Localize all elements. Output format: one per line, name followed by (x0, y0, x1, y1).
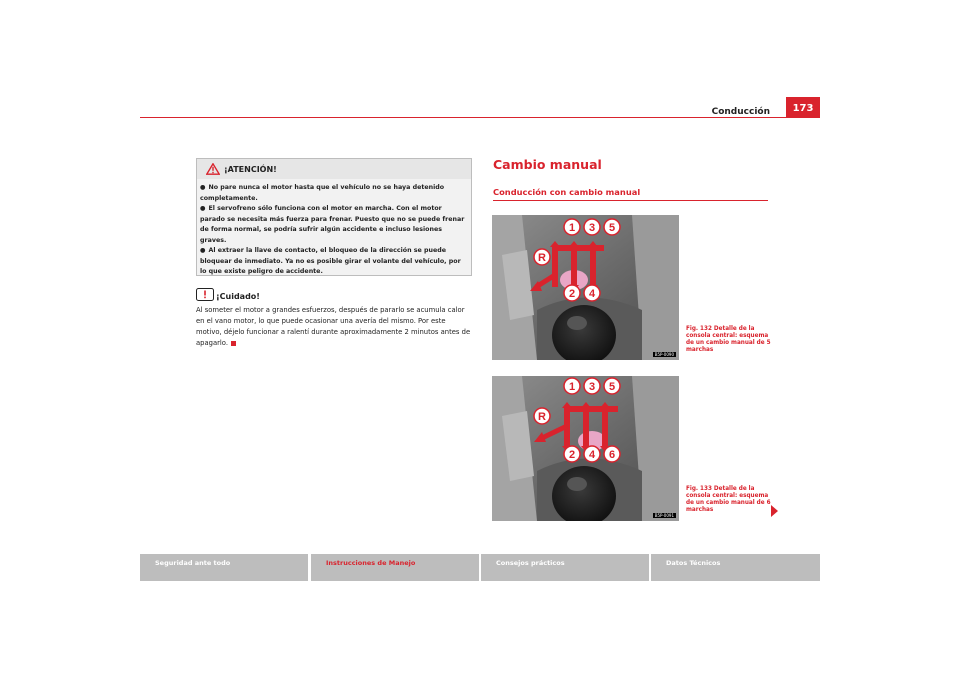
gear-label: 1 (568, 381, 576, 393)
gear-label: 2 (568, 288, 576, 300)
bullet-icon: ● (200, 247, 206, 254)
warning-item: ● Al extraer la llave de contacto, el bloqueo de la dirección se puede bloquear de inmediato. Ya no es posible girar el volante del vehículo, por lo que existe peligro de accidente. (200, 247, 461, 275)
caution-title: ¡Cuidado! (216, 292, 260, 301)
gear-label: R (538, 411, 546, 423)
bullet-icon: ● (200, 184, 206, 191)
gear-label: 5 (608, 381, 616, 393)
gear-label: 2 (568, 449, 576, 461)
figure-code: B5P-0090 (654, 352, 674, 357)
figure-caption: Fig. 133 Detalle de la consola central: esquema de un cambio manual de 6 marchas (686, 486, 771, 513)
figure-code: B5P-0091 (654, 513, 674, 518)
warning-triangle-icon (206, 163, 220, 175)
warning-title: ¡ATENCIÓN! (224, 165, 277, 174)
gear-label: 4 (588, 288, 596, 300)
header-rule (140, 117, 820, 118)
figure-caption: Fig. 132 Detalle de la consola central: esquema de un cambio manual de 5 marchas (686, 326, 771, 353)
gear-label: 5 (608, 222, 616, 234)
gear-label: R (538, 252, 546, 264)
warning-item: ● El servofreno sólo funciona con el motor en marcha. Con el motor parado se necesita más fuerza para frenar. Puesto que no se puede frenar de forma normal, se podría sufrir algún accidente e incluso lesiones graves. (200, 205, 465, 244)
gear-label: 4 (588, 449, 596, 461)
warning-body (200, 183, 468, 278)
gear-label: 6 (608, 449, 616, 461)
caution-icon (196, 288, 214, 301)
gear-label: 1 (568, 222, 576, 234)
subsection-title: Conducción con cambio manual (493, 187, 641, 197)
figure-6-speed-gearbox (492, 376, 679, 521)
warning-item: ● No pare nunca el motor hasta que el vehículo no se haya detenido completamente. (200, 184, 445, 202)
warning-box (196, 158, 472, 276)
gear-label: 3 (588, 222, 596, 234)
warning-header (197, 159, 471, 179)
tab-instrucciones[interactable]: Instrucciones de Manejo (311, 554, 479, 581)
bullet-icon: ● (200, 205, 206, 212)
caution-body: Al someter el motor a grandes esfuerzos, después de pararlo se acumula calor en el vano motor, lo que puede ocasionar una avería del mismo. Por este motivo, déjelo funcionar a ralentí durante aproximadamente 2 minutos antes de apagarlo. (196, 306, 471, 347)
gearbox-photo (492, 215, 679, 360)
end-of-section-mark (231, 341, 236, 346)
subsection-rule (493, 200, 768, 201)
chapter-title: Conducción (711, 107, 770, 117)
gear-label: 3 (588, 381, 596, 393)
tab-datos-tecnicos[interactable]: Datos Técnicos (651, 554, 820, 581)
tab-consejos[interactable]: Consejos prácticos (481, 554, 649, 581)
tab-seguridad[interactable]: Seguridad ante todo (140, 554, 308, 581)
gearbox-photo (492, 376, 679, 521)
section-title: Cambio manual (493, 157, 602, 172)
figure-5-speed-gearbox (492, 215, 679, 360)
next-page-arrow-icon[interactable] (771, 505, 778, 517)
page-number: 173 (786, 97, 820, 118)
